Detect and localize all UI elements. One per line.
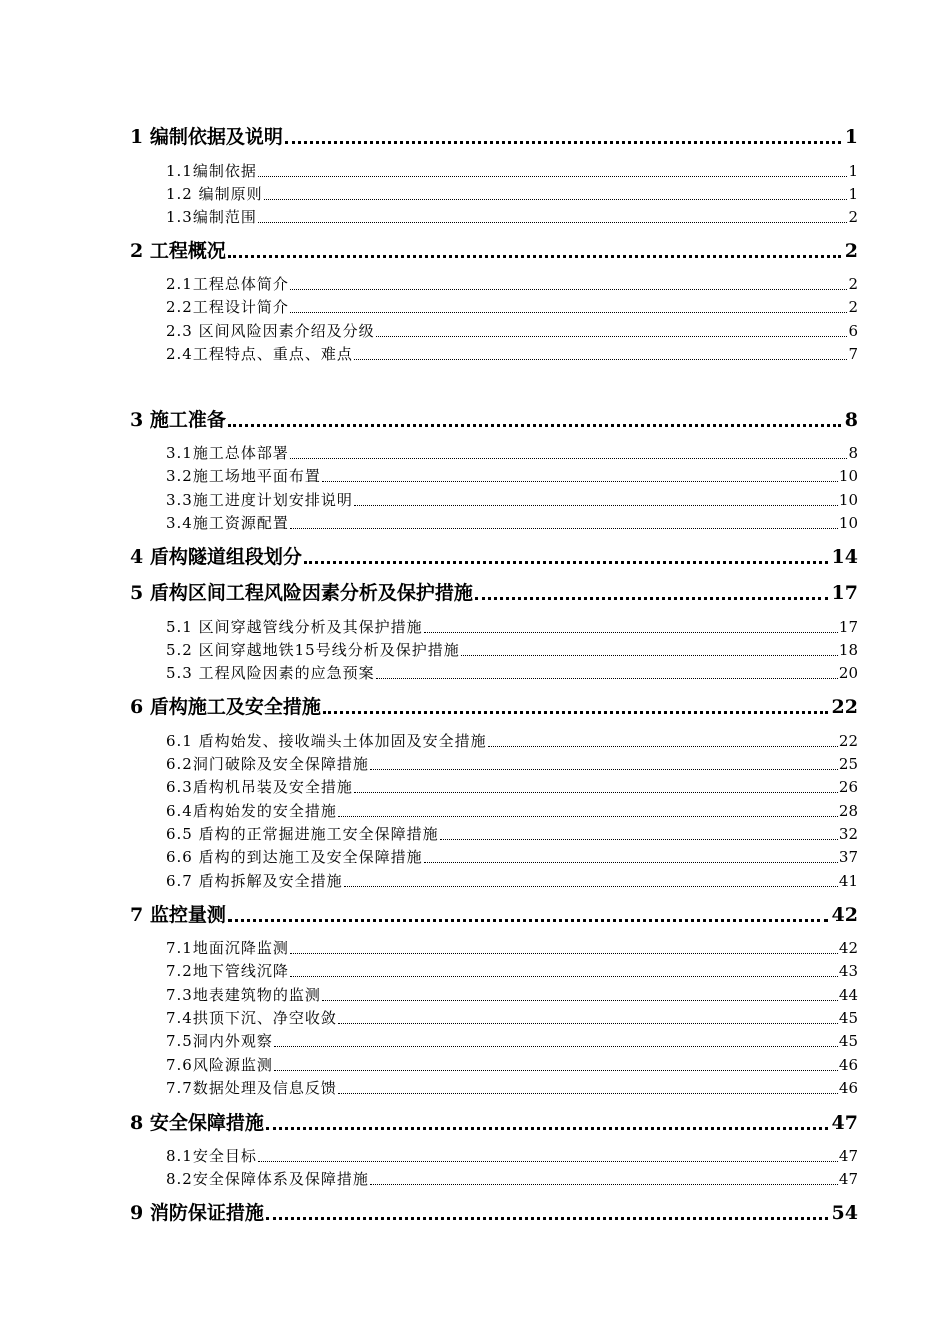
toc-dot-leader [370, 1184, 838, 1185]
toc-page-number: 41 [838, 872, 858, 890]
toc-entry-title: 6.1 盾构始发、接收端头土体加固及安全措施 [166, 732, 487, 750]
toc-entry-title: 5.2 区间穿越地铁15号线分析及保护措施 [166, 641, 460, 659]
toc-dot-leader [354, 792, 838, 793]
toc-page-number: 6 [848, 322, 858, 340]
toc-entry-title: 7.1地面沉降监测 [166, 939, 289, 957]
toc-dot-leader [290, 312, 848, 313]
toc-dot-leader [290, 528, 838, 529]
toc-page-number: 17 [831, 582, 858, 604]
toc-section-entry[interactable] [166, 616, 858, 638]
toc-dot-leader [338, 1093, 838, 1094]
toc-chapter-entry[interactable] [130, 1110, 858, 1136]
toc-page-number: 37 [838, 848, 858, 866]
toc-entry-title: 6.7 盾构拆解及安全措施 [166, 872, 343, 890]
toc-section-entry[interactable] [166, 846, 858, 868]
toc-entry-title: 7.2地下管线沉降 [166, 962, 289, 980]
toc-page-number: 2 [848, 298, 858, 316]
toc-section-entry[interactable] [166, 639, 858, 661]
toc-dot-leader [424, 862, 838, 863]
toc-chapter-entry[interactable] [130, 238, 858, 264]
toc-dot-leader [258, 1161, 838, 1162]
toc-dot-leader [264, 199, 848, 200]
toc-entry-title: 6.4盾构始发的安全措施 [166, 802, 337, 820]
toc-entry-title: 6.3盾构机吊装及安全措施 [166, 778, 353, 796]
toc-dot-leader [424, 632, 838, 633]
toc-page-number: 20 [838, 664, 858, 682]
toc-section-entry[interactable] [166, 489, 858, 511]
toc-entry-title: 6.6 盾构的到达施工及安全保障措施 [166, 848, 423, 866]
toc-section-entry[interactable] [166, 823, 858, 845]
toc-dot-leader [266, 1127, 828, 1130]
toc-chapter-entry[interactable] [130, 544, 858, 570]
toc-page-number: 42 [831, 904, 858, 926]
toc-entry-title: 9 消防保证措施 [130, 1202, 264, 1224]
toc-dot-leader [338, 816, 838, 817]
toc-page-number: 17 [838, 618, 858, 636]
toc-dot-leader [258, 222, 848, 223]
toc-section-entry[interactable] [166, 160, 858, 182]
toc-chapter-entry[interactable] [130, 1200, 858, 1226]
toc-entry-title: 3.1施工总体部署 [166, 444, 289, 462]
toc-entry-title: 6.5 盾构的正常掘进施工安全保障措施 [166, 825, 439, 843]
toc-section-entry[interactable] [166, 1030, 858, 1052]
toc-entry-title: 7.3地表建筑物的监测 [166, 986, 321, 1004]
toc-page-number: 47 [838, 1147, 858, 1165]
toc-page-number: 10 [838, 491, 858, 509]
toc-dot-leader [440, 839, 838, 840]
toc-page-number: 22 [838, 732, 858, 750]
toc-entry-title: 6.2洞门破除及安全保障措施 [166, 755, 369, 773]
toc-dot-leader [285, 141, 841, 144]
toc-section-entry[interactable] [166, 776, 858, 798]
toc-entry-title: 2.4工程特点、重点、难点 [166, 345, 353, 363]
toc-section-entry[interactable] [166, 800, 858, 822]
toc-dot-leader [322, 481, 838, 482]
toc-entry-title: 1.2 编制原则 [166, 185, 263, 203]
toc-dot-leader [338, 1023, 838, 1024]
toc-section-entry[interactable] [166, 1145, 858, 1167]
toc-entry-title: 2.1工程总体简介 [166, 275, 289, 293]
toc-page-number: 22 [831, 696, 858, 718]
toc-dot-leader [344, 886, 838, 887]
toc-section-entry[interactable] [166, 1007, 858, 1029]
toc-page-number: 1 [848, 185, 858, 203]
toc-entry-title: 3.2施工场地平面布置 [166, 467, 321, 485]
toc-section-entry[interactable] [166, 465, 858, 487]
toc-dot-leader [274, 1046, 838, 1047]
toc-dot-leader [266, 1217, 828, 1220]
toc-dot-leader [475, 597, 828, 600]
toc-section-entry[interactable] [166, 753, 858, 775]
toc-dot-leader [290, 458, 848, 459]
toc-entry-title: 3.3施工进度计划安排说明 [166, 491, 353, 509]
toc-entry-title: 5.1 区间穿越管线分析及其保护措施 [166, 618, 423, 636]
toc-section-entry[interactable] [166, 320, 858, 342]
toc-entry-title: 5.3 工程风险因素的应急预案 [166, 664, 375, 682]
toc-dot-leader [354, 359, 848, 360]
toc-entry-title: 5 盾构区间工程风险因素分析及保护措施 [130, 582, 473, 604]
toc-page-number: 47 [838, 1170, 858, 1188]
toc-chapter-entry[interactable] [130, 902, 858, 928]
toc-dot-leader [322, 1000, 838, 1001]
toc-section-entry[interactable] [166, 960, 858, 982]
toc-section-entry[interactable] [166, 183, 858, 205]
toc-dot-leader [228, 919, 828, 922]
toc-entry-title: 7.6风险源监测 [166, 1056, 273, 1074]
toc-page-number: 44 [838, 986, 858, 1004]
toc-dot-leader [290, 976, 838, 977]
toc-entry-title: 7.4拱顶下沉、净空收敛 [166, 1009, 337, 1027]
toc-page-number: 8 [844, 409, 858, 431]
toc-section-entry[interactable] [166, 296, 858, 318]
toc-entry-title: 8.2安全保障体系及保障措施 [166, 1170, 369, 1188]
toc-section-entry[interactable] [166, 730, 858, 752]
toc-page-number: 10 [838, 467, 858, 485]
toc-entry-title: 2.2工程设计简介 [166, 298, 289, 316]
toc-page-number: 2 [844, 240, 858, 262]
toc-page-number: 7 [848, 345, 858, 363]
toc-page-number: 42 [838, 939, 858, 957]
toc-dot-leader [488, 746, 838, 747]
toc-entry-title: 1.1编制依据 [166, 162, 257, 180]
toc-page-number: 45 [838, 1032, 858, 1050]
toc-page-number: 28 [838, 802, 858, 820]
toc-page-number: 18 [838, 641, 858, 659]
toc-page-number: 1 [844, 126, 858, 148]
toc-dot-leader [304, 561, 828, 564]
toc-section-entry[interactable] [166, 984, 858, 1006]
toc-entry-title: 8 安全保障措施 [130, 1112, 264, 1134]
toc-page-number: 46 [838, 1056, 858, 1074]
toc-entry-title: 7.5洞内外观察 [166, 1032, 273, 1050]
toc-dot-leader [228, 255, 841, 258]
toc-entry-title: 7.7数据处理及信息反馈 [166, 1079, 337, 1097]
toc-dot-leader [376, 678, 838, 679]
toc-entry-title: 2.3 区间风险因素介绍及分级 [166, 322, 375, 340]
toc-entry-title: 3.4施工资源配置 [166, 514, 289, 532]
toc-dot-leader [461, 655, 838, 656]
toc-dot-leader [274, 1070, 838, 1071]
toc-chapter-entry[interactable] [130, 694, 858, 720]
toc-section-entry[interactable] [166, 273, 858, 295]
toc-page-number: 32 [838, 825, 858, 843]
toc-page-number: 25 [838, 755, 858, 773]
toc-page-number: 14 [831, 546, 858, 568]
toc-section-entry[interactable] [166, 206, 858, 228]
toc-section-entry[interactable] [166, 1077, 858, 1099]
toc-page-number: 43 [838, 962, 858, 980]
toc-entry-title: 3 施工准备 [130, 409, 226, 431]
toc-dot-leader [370, 769, 838, 770]
toc-chapter-entry[interactable] [130, 580, 858, 606]
toc-entry-title: 1.3编制范围 [166, 208, 257, 226]
toc-entry-title: 7 监控量测 [130, 904, 226, 926]
toc-page-number: 54 [831, 1202, 858, 1224]
toc-page-number: 10 [838, 514, 858, 532]
toc-page-number: 46 [838, 1079, 858, 1097]
toc-dot-leader [376, 336, 848, 337]
toc-section-entry[interactable] [166, 512, 858, 534]
toc-entry-title: 8.1安全目标 [166, 1147, 257, 1165]
toc-dot-leader [228, 424, 841, 427]
toc-page-number: 2 [848, 275, 858, 293]
toc-entry-title: 6 盾构施工及安全措施 [130, 696, 321, 718]
toc-page-number: 2 [848, 208, 858, 226]
toc-dot-leader [258, 176, 848, 177]
toc-dot-leader [323, 711, 828, 714]
toc-dot-leader [290, 953, 838, 954]
toc-chapter-entry[interactable] [130, 124, 858, 150]
toc-section-entry[interactable] [166, 870, 858, 892]
toc-page-number: 8 [848, 444, 858, 462]
toc-page-number: 26 [838, 778, 858, 796]
toc-entry-title: 2 工程概况 [130, 240, 226, 262]
toc-section-entry[interactable] [166, 1054, 858, 1076]
toc-dot-leader [290, 289, 848, 290]
toc-page-number: 1 [848, 162, 858, 180]
toc-section-entry[interactable] [166, 937, 858, 959]
toc-page-number: 47 [831, 1112, 858, 1134]
toc-section-entry[interactable] [166, 442, 858, 464]
toc-section-entry[interactable] [166, 662, 858, 684]
toc-section-entry[interactable] [166, 343, 858, 365]
toc-page-number: 45 [838, 1009, 858, 1027]
toc-entry-title: 4 盾构隧道组段划分 [130, 546, 302, 568]
toc-entry-title: 1 编制依据及说明 [130, 126, 283, 148]
toc-section-entry[interactable] [166, 1168, 858, 1190]
toc-chapter-entry[interactable] [130, 407, 858, 433]
toc-dot-leader [354, 505, 838, 506]
